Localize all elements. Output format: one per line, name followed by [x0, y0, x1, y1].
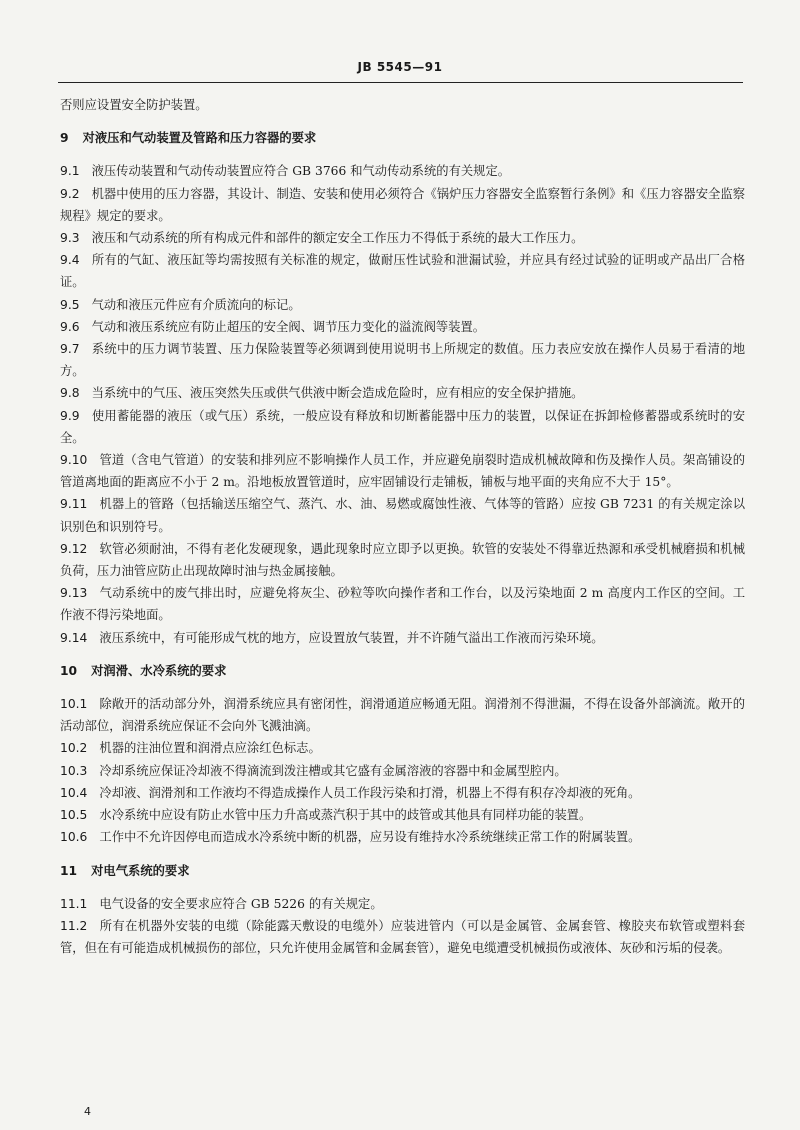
page-number: 4: [84, 1105, 91, 1118]
clause-paragraph: [60, 249, 745, 293]
clause-text: 所有在机器外安装的电缆（除能露天敷设的电缆外）应装进管内（可以是金属管、金属套管、橡胶夹布软管或塑料套管，但在有可能造成机械损伤的部位，只允许使用金属管和金属套管），避免电缆遭受机械损伤或液体、灰砂和污垢的侵袭。: [60, 918, 745, 956]
section-number: 11: [60, 863, 78, 878]
clause-paragraph: [60, 915, 745, 959]
clause-number: 9.14: [60, 630, 88, 645]
clause-number: 9.9: [60, 408, 80, 423]
clause-paragraph: [60, 449, 745, 493]
clause-text: 气动和液压系统应有防止超压的安全阀、调节压力变化的溢流阀等装置。: [91, 319, 486, 334]
clause-text: 气动和液压元件应有介质流向的标记。: [91, 297, 301, 312]
clause-number: 9.3: [60, 231, 80, 246]
clause-number: 11.2: [60, 918, 88, 933]
clause-text: 液压系统中，有可能形成气枕的地方，应设置放气装置，并不许随气溢出工作液而污染环境。: [99, 630, 604, 645]
clause-text: 液压传动装置和气动传动装置应符合 GB 3766 和气动传动系统的有关规定。: [91, 164, 511, 179]
clause-text: 气动系统中的废气排出时，应避免将灰尘、砂粒等吹向操作者和工作台，以及污染地面 2 m 高度内工作区的空间。工作液不得污染地面。: [60, 586, 745, 623]
clause-text: 管道（含电气管道）的安装和排列应不影响操作人员工作，并应避免崩裂时造成机械故障和伤及操作人员。架高铺设的管道离地面的距离应不小于 2 m。沿地板放置管道时，应牢固铺设行走铺板，铺板与地平面的夹角应不大于 15°。: [60, 453, 745, 490]
document-body: [60, 94, 745, 959]
clause-paragraph: [60, 627, 745, 649]
clause-text: 冷却系统应保证冷却液不得滴流到泼注槽或其它盛有金属溶液的容器中和金属型腔内。: [99, 763, 567, 778]
clause-paragraph: [60, 160, 745, 182]
clause-text: 液压和气动系统的所有构成元件和部件的额定安全工作压力不得低于系统的最大工作压力。: [91, 231, 584, 246]
section-heading: [60, 127, 745, 149]
clause-text: 机器上的管路（包括输送压缩空气、蒸汽、水、油、易燃或腐蚀性液、气体等的管路）应按 GB 7231 的有关规定涂以识别色和识别符号。: [60, 497, 745, 534]
section-heading: [60, 660, 745, 682]
clause-number: 9.11: [60, 497, 88, 512]
clause-number: 9.4: [60, 253, 80, 268]
clause-paragraph: [60, 493, 745, 537]
clause-number: 9.10: [60, 453, 88, 468]
clause-text: 工作中不允许因停电而造成水冷系统中断的机器，应另设有维持水冷系统继续正常工作的附属装置。: [99, 830, 641, 845]
clause-paragraph: [60, 338, 745, 382]
clause-text: 水冷系统中应设有防止水管中压力升高或蒸汽积于其中的歧管或其他具有同样功能的装置。: [99, 808, 592, 823]
clause-text: 系统中的压力调节装置、压力保险装置等必须调到使用说明书上所规定的数值。压力表应安放在操作人员易于看清的地方。: [60, 342, 745, 379]
clause-paragraph: [60, 737, 745, 759]
section-number: 10: [60, 663, 78, 678]
clause-paragraph: [60, 294, 745, 316]
clause-text: 否则应设置安全防护装置。: [60, 98, 208, 112]
clause-text: 机器中使用的压力容器，其设计、制造、安装和使用必须符合《锅炉压力容器安全监察暂行条例》和《压力容器安全监察规程》规定的要求。: [60, 186, 745, 223]
clause-number: 9.2: [60, 186, 80, 201]
clause-text: 电气设备的安全要求应符合 GB 5226 的有关规定。: [99, 896, 383, 911]
section-heading: [60, 860, 745, 882]
clause-number: 9.5: [60, 297, 80, 312]
clause-paragraph: [60, 782, 745, 804]
clause-paragraph: [60, 760, 745, 782]
clause-number: 9.8: [60, 386, 80, 401]
clause-paragraph: [60, 893, 745, 915]
section-number: 9: [60, 131, 69, 146]
section-title: 对电气系统的要求: [91, 863, 190, 878]
clause-paragraph: [60, 582, 745, 626]
clause-number: 10.1: [60, 697, 88, 712]
clause-text: 机器的注油位置和润滑点应涂红色标志。: [99, 741, 321, 756]
clause-number: 9.12: [60, 541, 88, 556]
clause-number: 9.1: [60, 164, 80, 179]
section-title: 对液压和气动装置及管路和压力容器的要求: [82, 131, 317, 146]
clause-number: 9.7: [60, 342, 80, 357]
clause-text: 当系统中的气压、液压突然失压或供气供液中断会造成危险时，应有相应的安全保护措施。: [91, 386, 584, 401]
clause-number: 10.2: [60, 741, 88, 756]
header-rule: [58, 82, 743, 83]
clause-number: 11.1: [60, 896, 88, 911]
clause-paragraph: [60, 94, 745, 116]
clause-paragraph: [60, 405, 745, 449]
section-title: 对润滑、水冷系统的要求: [91, 663, 227, 678]
clause-paragraph: [60, 382, 745, 404]
clause-paragraph: [60, 183, 745, 227]
clause-text: 使用蓄能器的液压（或气压）系统，一般应设有释放和切断蓄能器中压力的装置，以保证在拆卸检修蓄器或系统时的安全。: [60, 408, 745, 445]
clause-number: 10.6: [60, 830, 88, 845]
clause-paragraph: [60, 316, 745, 338]
clause-paragraph: [60, 826, 745, 848]
clause-paragraph: [60, 538, 745, 582]
clause-number: 10.3: [60, 763, 88, 778]
clause-text: 所有的气缸、液压缸等均需按照有关标准的规定，做耐压性试验和泄漏试验，并应具有经过试验的证明或产品出厂合格证。: [60, 253, 745, 290]
clause-text: 冷却液、润滑剂和工作液均不得造成操作人员工作段污染和打滑，机器上不得有积存冷却液的死角。: [99, 785, 641, 800]
clause-paragraph: [60, 804, 745, 826]
clause-number: 9.6: [60, 319, 80, 334]
clause-number: 10.4: [60, 785, 88, 800]
clause-paragraph: [60, 693, 745, 737]
document-code-header: JB 5545—91: [357, 60, 443, 74]
clause-number: 10.5: [60, 808, 88, 823]
clause-paragraph: [60, 227, 745, 249]
clause-number: 9.13: [60, 586, 88, 601]
clause-text: 软管必须耐油，不得有老化发硬现象，遇此现象时应立即予以更换。软管的安装处不得靠近热源和承受机械磨损和机械负荷，压力油管应防止出现故障时油与热金属接触。: [60, 541, 745, 579]
clause-text: 除敞开的活动部分外，润滑系统应具有密闭性，润滑通道应畅通无阻。润滑剂不得泄漏，不得在设备外部滴流。敞开的活动部位，润滑系统应保证不会向外飞溅油滴。: [60, 697, 745, 734]
